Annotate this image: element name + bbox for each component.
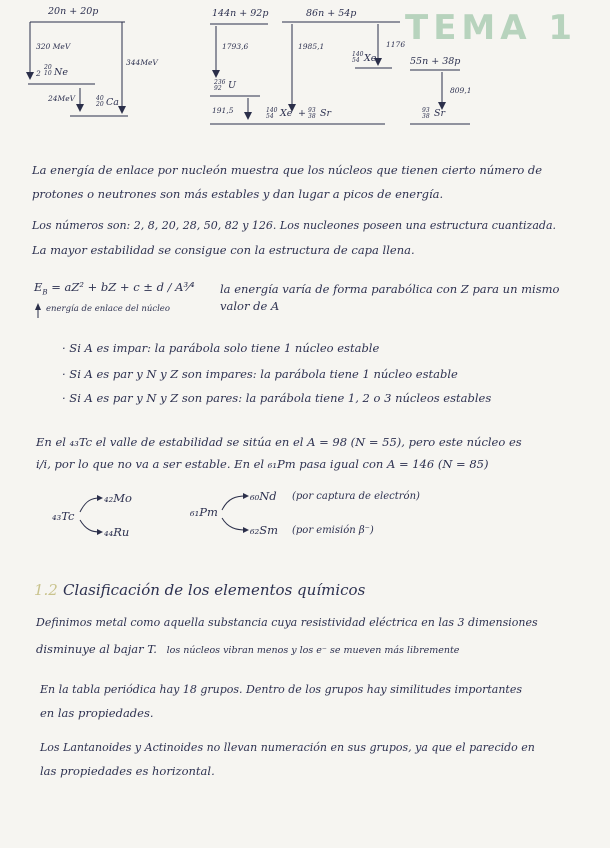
sm-note: (por emisión β⁻) [292, 525, 374, 536]
d1-ca-nums [96, 96, 104, 108]
d2-u-nums [214, 80, 225, 92]
p1-line1: La energía de enlace por nucleón muestra que los núcleos que tienen cierto número de [32, 163, 543, 177]
d2-top: 144n + 92p [212, 8, 269, 19]
sm-label: ₆₂Sm [250, 523, 279, 537]
d3-left-energy: 1985,1 [298, 42, 325, 51]
p5-line1: En la tabla periódica hay 18 grupos. Dentro de los grupos hay similitudes importantes [40, 683, 522, 696]
p4-line2b: los núcleos vibran menos y los e⁻ se mueven más libremente [166, 645, 460, 656]
bullet-1: · Si A es impar: la parábola solo tiene 1 núcleo estable [62, 341, 380, 355]
section-number: 1.2 [34, 581, 58, 599]
formula-note: energía de enlace del núcleo [46, 304, 170, 314]
d1-ca-charge: 20 [96, 101, 104, 108]
d1-ne-mass: 20 [44, 64, 52, 71]
pm-label: ₆₁Pm [190, 505, 218, 519]
d3-xe2-nums [266, 108, 277, 120]
d1-right-energy: 344MeV [126, 58, 158, 67]
p6-line2: las propiedades es horizontal. [40, 764, 215, 778]
d3-sr-mass: 93 [308, 107, 316, 114]
d1-bottom-energy: 24MeV [48, 94, 76, 103]
d2-u-charge: 92 [214, 85, 222, 92]
d3-xe2-charge: 54 [266, 113, 274, 120]
d4-energy: 809,1 [450, 86, 472, 95]
d1-ne-label: 2 [36, 69, 41, 78]
d3-sr-symbol: Sr [320, 108, 332, 119]
ru-label: ₄₄Ru [104, 525, 130, 539]
d2-left-energy: 1793,6 [222, 42, 249, 51]
d3-xe-charge: 54 [352, 57, 360, 64]
mo-label: ₄₂Mo [104, 491, 132, 505]
d1-left-energy: 320 MeV [36, 42, 71, 51]
nd-label: ₆₀Nd [250, 489, 277, 503]
section-title: Clasificación de los elementos químicos [62, 581, 366, 599]
formula-desc-line1: la energía varía de forma parabólica con Z para un mismo [220, 282, 560, 296]
d1-top: 20n + 20p [48, 6, 99, 17]
p1-line2: protones o neutrones son más estables y dan lugar a picos de energía. [32, 187, 444, 201]
header-title: TEMA 1 [405, 8, 578, 48]
p3-line2: i/i, por lo que no va a ser estable. En el ₆₁Pm pasa igual con A = 146 (N = 85) [36, 457, 489, 471]
d4-sr-symbol: Sr [434, 108, 446, 119]
d3-xe2-mass: 140 [266, 107, 278, 114]
p2-line1: Los números son: 2, 8, 20, 28, 50, 82 y 126. Los nucleones poseen una estructura cuantizada. [32, 219, 556, 232]
d3-xe-mass: 140 [352, 51, 364, 58]
d3-sr-charge: 38 [308, 113, 316, 120]
p6-line1: Los Lantanoides y Actinoides no llevan numeración en sus grupos, ya que el parecido en [40, 741, 535, 754]
d2-u-mass: 236 [214, 79, 226, 86]
d4-top: 55n + 38p [410, 56, 461, 67]
tc-label: ₄₃Tc [52, 509, 75, 523]
p5-line2: en las propiedades. [40, 706, 154, 720]
d1-ne-charge: 10 [44, 70, 52, 77]
d2-u-symbol: U [228, 80, 237, 91]
formula-desc-line2: valor de A [220, 299, 280, 313]
bullet-3: · Si A es par y N y Z son pares: la parábola tiene 1, 2 o 3 núcleos estables [62, 391, 492, 405]
section-heading [34, 580, 365, 599]
p2-line2: La mayor estabilidad se consigue con la estructura de capa llena. [32, 243, 415, 257]
formula-e: E [34, 280, 43, 294]
bullet-2: · Si A es par y N y Z son impares: la parábola tiene 1 núcleo estable [62, 367, 458, 381]
p4-line2 [36, 642, 459, 656]
d3-plus: + [298, 108, 306, 119]
formula-rest: = aZ² + bZ + c ± d / A³⁄⁴ [47, 280, 195, 294]
d3-sr-nums [308, 108, 316, 120]
p4-line1: Definimos metal como aquella substancia cuya resistividad eléctrica en las 3 dimensiones [36, 616, 538, 629]
d1-ne-symbol: Ne [54, 67, 68, 78]
d2-bottom-energy: 191,5 [212, 106, 234, 115]
d3-xe2-symbol: Xe [280, 108, 293, 119]
d1-ca-symbol: Ca [106, 97, 119, 108]
d1-ca-mass: 40 [96, 95, 104, 102]
d3-xe-symbol: Xe [364, 53, 377, 64]
p4-line2a: disminuye al bajar T. [36, 642, 157, 656]
nd-note: (por captura de electrón) [292, 491, 420, 502]
d3-right-energy: 1176 [386, 40, 406, 49]
d4-sr-nums [422, 108, 430, 120]
d4-sr-charge: 38 [422, 113, 430, 120]
p3-line1: En el ₄₃Tc el valle de estabilidad se sitúa en el A = 98 (N = 55), pero este núcleo es [36, 435, 522, 449]
d3-xe-nums [352, 52, 363, 64]
d3-top: 86n + 54p [306, 8, 357, 19]
d1-ne-nums [44, 65, 52, 77]
formula-sub: B [42, 288, 48, 297]
d4-sr-mass: 93 [422, 107, 430, 114]
formula [34, 280, 195, 296]
